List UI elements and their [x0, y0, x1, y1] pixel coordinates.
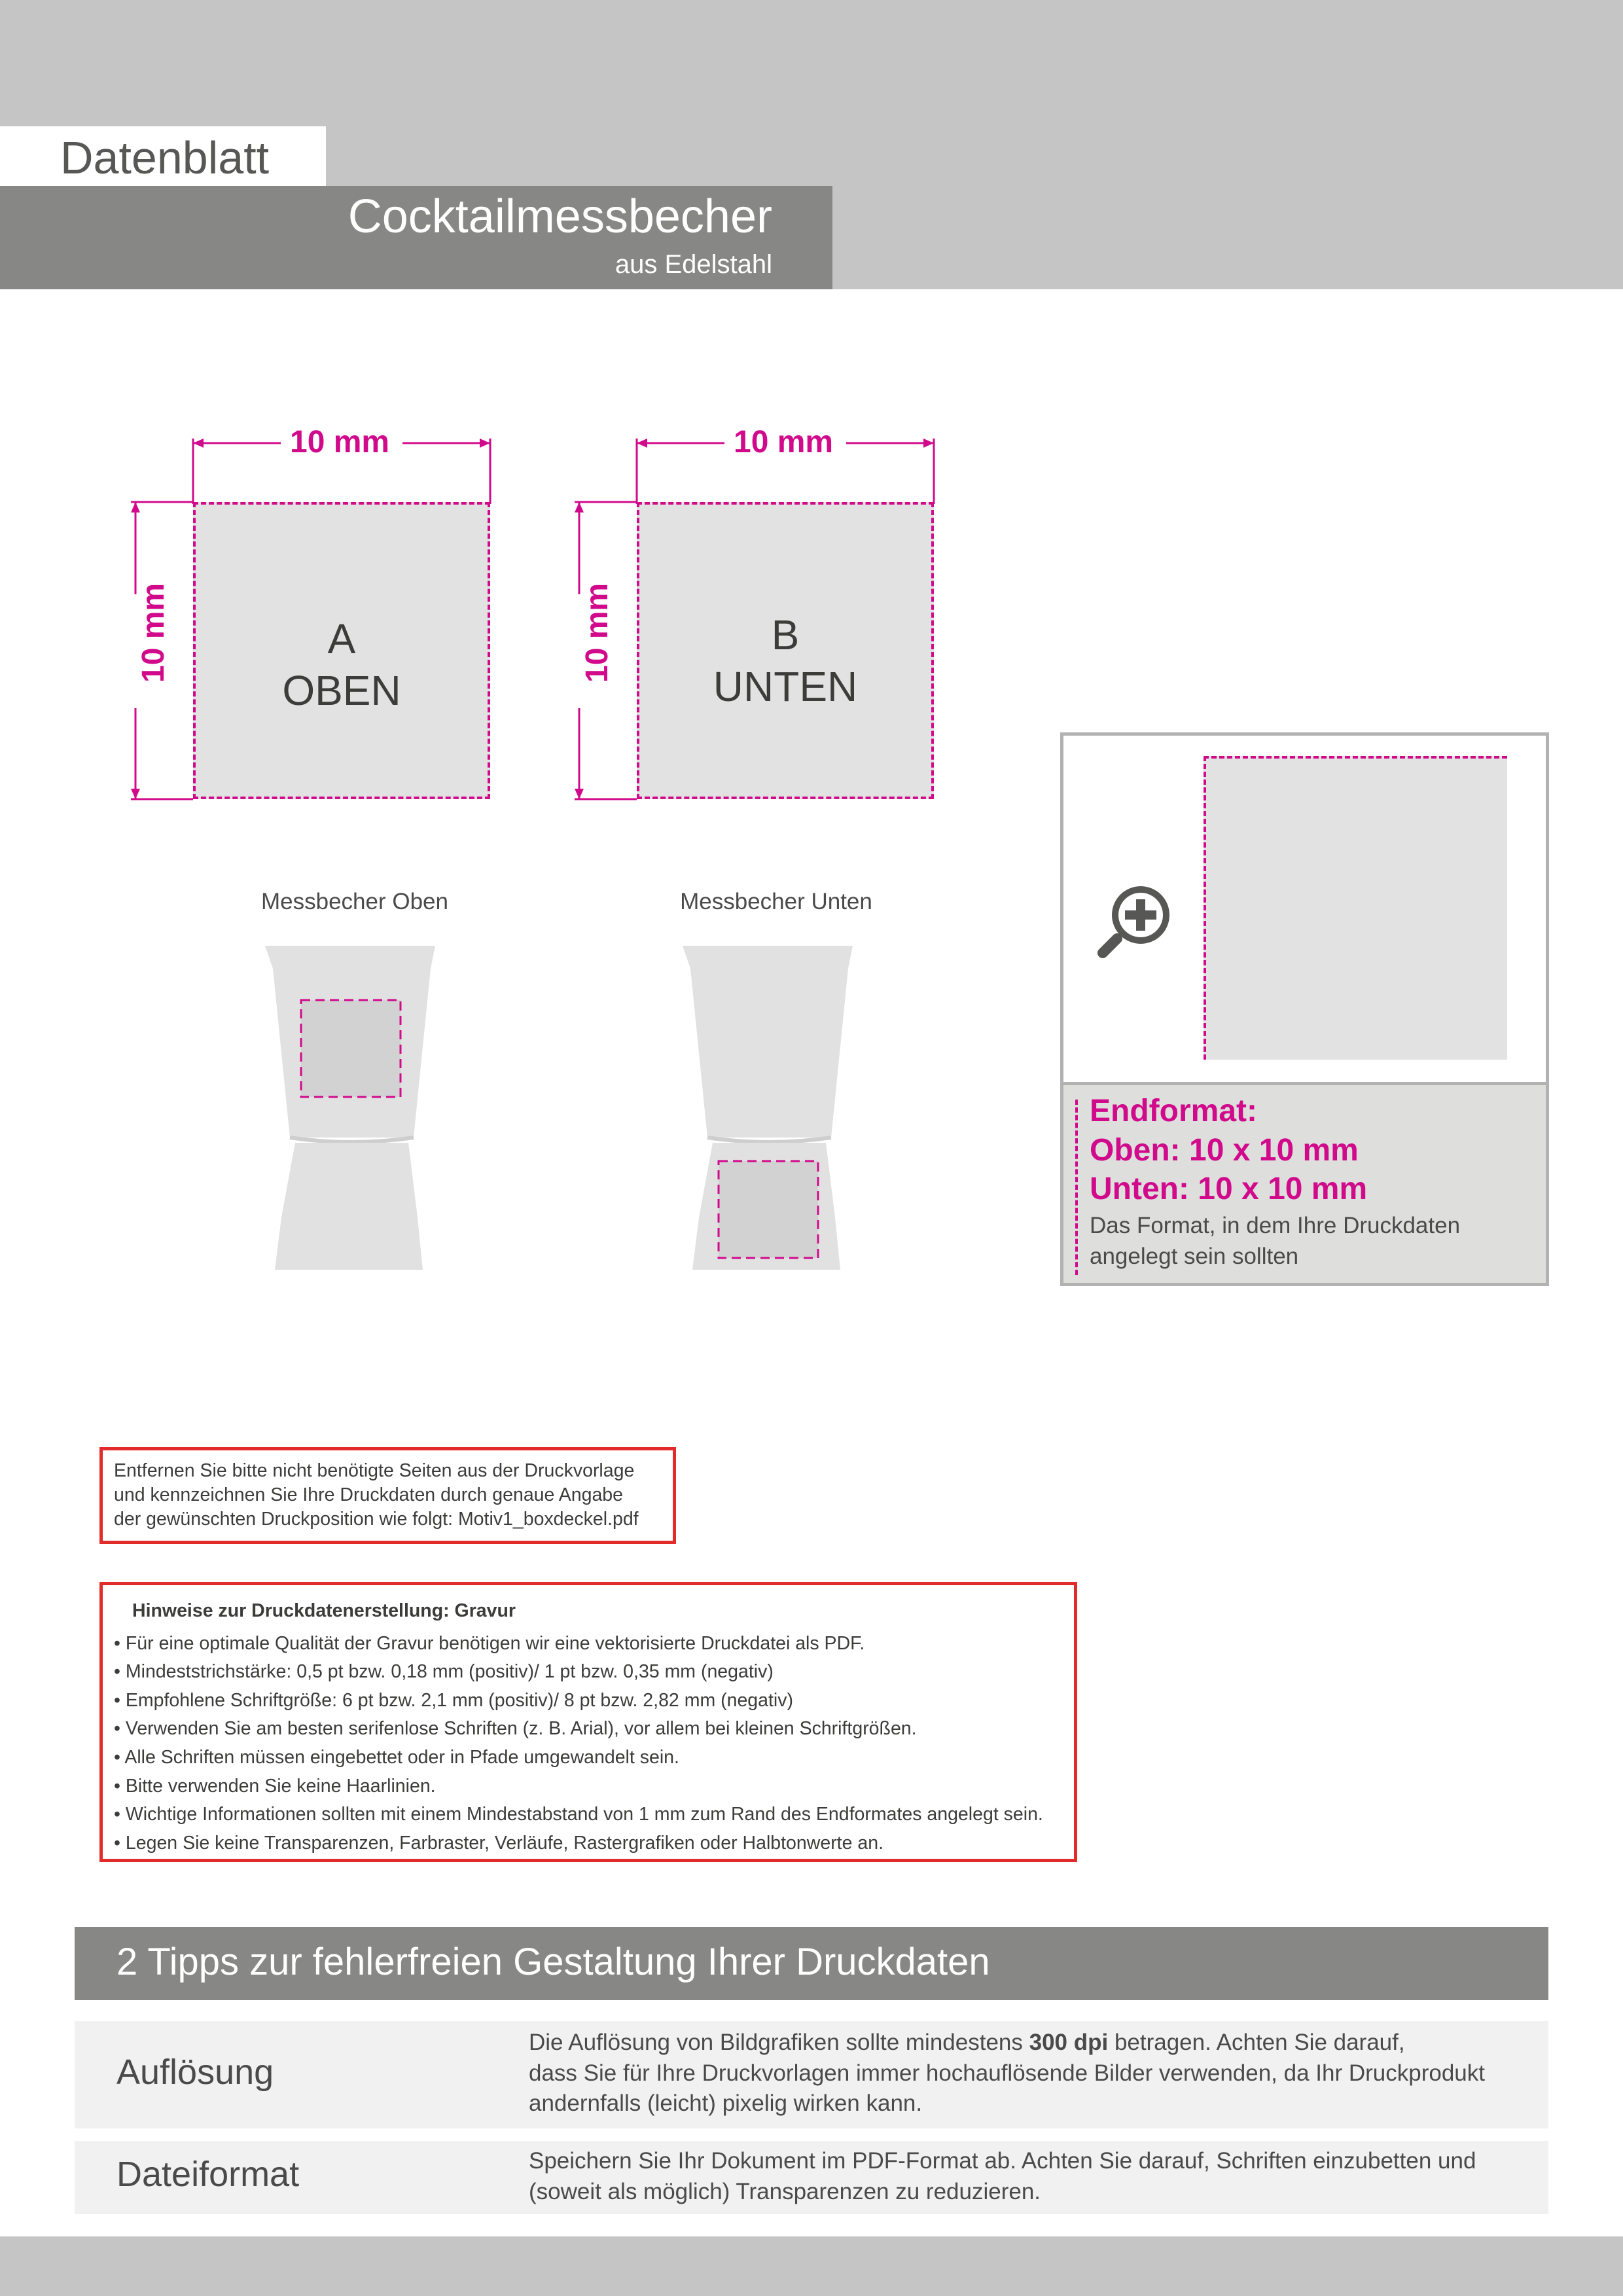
endformat-bottom-size: Unten: 10 x 10 mm	[1090, 1172, 1368, 1206]
tip-text-part: betragen. Achten Sie darauf,	[1108, 2030, 1405, 2055]
cup-bottom-print-area	[719, 1161, 818, 1258]
height-label-b: 10 mm	[580, 583, 615, 683]
notice-gravur-item: • Alle Schriften müssen eingebettet oder in Pfade umgewandelt sein.	[114, 1746, 679, 1768]
product-subtitle: aus Edelstahl	[615, 250, 772, 279]
notice-gravur-item: • Für eine optimale Qualität der Gravur benötigen wir eine vektorisierte Druckdatei als PDF.	[114, 1632, 865, 1654]
tips-header-title: 2 Tipps zur fehlerfreien Gestaltung Ihrer Druckdaten	[116, 1941, 990, 1983]
print-area-b	[637, 502, 934, 799]
tip-row-resolution	[75, 2021, 1548, 2128]
notice-gravur-item: • Empfohlene Schriftgröße: 6 pt bzw. 2,1 mm (positiv)/ 8 pt bzw. 2,82 mm (negativ)	[114, 1689, 793, 1711]
notice-pages-line: der gewünschten Druckposition wie folgt: Motiv1_boxdeckel.pdf	[114, 1509, 639, 1530]
endformat-preview-area	[1204, 756, 1507, 1060]
notice-gravur-item: • Bitte verwenden Sie keine Haarlinien.	[114, 1775, 436, 1797]
tip-text-highlight: 300 dpi	[1029, 2030, 1109, 2055]
tip-text-line: dass Sie für Ihre Druckvorlagen immer hochauflösende Bilder verwenden, da Ihr Druckprodukt	[529, 2060, 1485, 2086]
tip-text	[529, 2028, 1485, 2119]
tip-name: Auflösung	[116, 2053, 274, 2092]
tip-text-line: (soweit als möglich) Transparenzen zu reduzieren.	[529, 2178, 1041, 2204]
tip-row-fileformat	[75, 2141, 1548, 2214]
notice-gravur	[99, 1582, 1077, 1862]
print-area-a-letter: A	[327, 615, 356, 662]
print-area-b-letter: B	[771, 611, 800, 658]
print-area-b-position: UNTEN	[713, 662, 858, 710]
print-area-a-position: OBEN	[282, 666, 401, 714]
product-title: Cocktailmessbecher	[348, 190, 772, 243]
cup-top-illustration	[262, 942, 445, 1276]
cup-label-bottom: Messbecher Unten	[680, 889, 872, 914]
notice-gravur-item: • Verwenden Sie am besten serifenlose Schriften (z. B. Arial), vor allem bei kleinen Schriftgrößen.	[114, 1718, 917, 1740]
notice-gravur-item: • Wichtige Informationen sollten mit einem Mindestabstand von 1 mm zum Rand des Endformates angelegt sein.	[114, 1804, 1043, 1825]
notice-gravur-item: • Mindeststrichstärke: 0,5 pt bzw. 0,18 mm (positiv)/ 1 pt bzw. 0,35 mm (negativ)	[114, 1661, 774, 1683]
endformat-title: Endformat:	[1090, 1094, 1257, 1128]
notice-gravur-item: • Legen Sie keine Transparenzen, Farbraster, Verläufe, Rastergrafiken oder Halbtonwerte an.	[114, 1832, 883, 1854]
notice-pages-line: und kennzeichnen Sie Ihre Druckdaten durch genaue Angabe	[114, 1484, 623, 1506]
print-area-a	[193, 502, 490, 799]
endformat-info	[1063, 1082, 1546, 1283]
notice-pages	[99, 1447, 676, 1544]
endformat-marker-line	[1075, 1100, 1078, 1275]
endformat-desc-line1: Das Format, in dem Ihre Druckdaten	[1090, 1213, 1461, 1238]
doc-type-tab	[0, 126, 326, 187]
tip-text	[529, 2146, 1476, 2207]
tip-name: Dateiformat	[116, 2155, 300, 2194]
doc-type-label: Datenblatt	[60, 132, 270, 183]
tip-text-line: Speichern Sie Ihr Dokument im PDF-Format ab. Achten Sie darauf, Schriften einzubetten und	[529, 2148, 1476, 2174]
width-label-b: 10 mm	[734, 425, 834, 459]
cup-top-print-area	[301, 1000, 401, 1097]
product-title-box	[0, 186, 832, 289]
tips-header	[75, 1927, 1548, 2000]
footer-band	[0, 2236, 1623, 2296]
width-label-a: 10 mm	[290, 425, 390, 459]
tip-text-line: andernfalls (leicht) pixelig wirken kann.	[529, 2090, 923, 2117]
cup-bottom-illustration	[679, 942, 863, 1276]
height-label-a: 10 mm	[136, 583, 171, 683]
notice-pages-line: Entfernen Sie bitte nicht benötigte Seiten aus der Druckvorlage	[114, 1460, 635, 1481]
tip-text-part: Die Auflösung von Bildgrafiken sollte mindestens	[529, 2030, 1029, 2055]
zoom-in-icon	[1097, 873, 1183, 958]
endformat-desc-line2: angelegt sein sollten	[1090, 1244, 1299, 1269]
endformat-top-size: Oben: 10 x 10 mm	[1090, 1133, 1359, 1168]
endformat-box	[1060, 732, 1549, 1286]
cup-label-top: Messbecher Oben	[261, 889, 448, 914]
notice-gravur-title: Hinweise zur Druckdatenerstellung: Gravur	[132, 1600, 516, 1621]
